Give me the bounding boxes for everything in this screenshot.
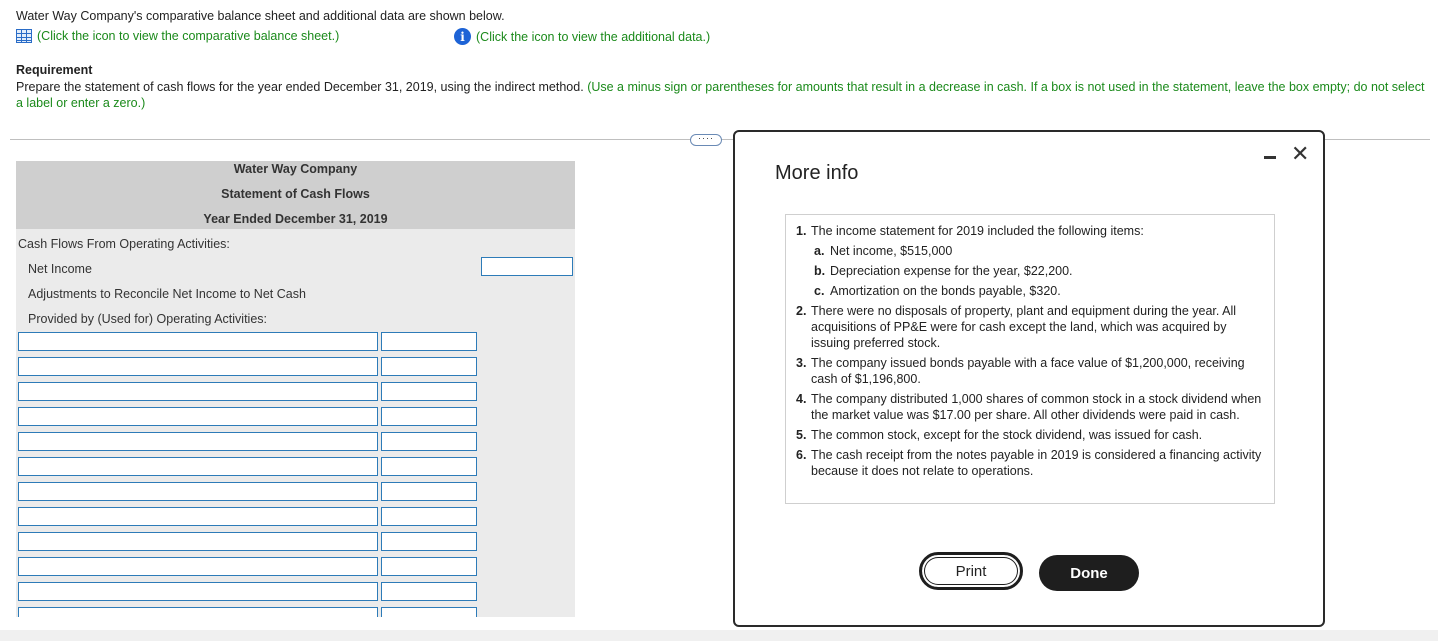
adjustments-label-line1: Adjustments to Reconcile Net Income to Net Cash [28,287,306,301]
adjustment-amount-input[interactable] [381,382,477,401]
table-icon[interactable] [16,29,32,43]
sub-item: a. Net income, $515,000 [814,244,953,258]
adjustment-label-input[interactable] [18,432,378,451]
adjustment-label-input[interactable] [18,332,378,351]
adjustments-label-line2: Provided by (Used for) Operating Activities: [28,312,267,326]
balance-sheet-link[interactable] [16,29,339,43]
adjustment-label-input[interactable] [18,532,378,551]
info-icon[interactable]: i [454,28,471,45]
done-button[interactable]: Done [1039,555,1139,591]
adjustment-amount-input[interactable] [381,432,477,451]
print-button[interactable]: Print [919,552,1023,590]
balance-sheet-link-text[interactable]: (Click the icon to view the comparative balance sheet.) [37,29,340,43]
operating-activities-heading: Cash Flows From Operating Activities: [18,237,230,251]
adjustment-label-input[interactable] [18,582,378,601]
additional-data-link-text[interactable]: (Click the icon to view the additional data.) [476,29,711,44]
adjustment-label-input[interactable] [18,457,378,476]
net-income-input[interactable] [481,257,573,276]
adjustment-label-input[interactable] [18,382,378,401]
adjustment-amount-input[interactable] [381,507,477,526]
adjustment-amount-input[interactable] [381,457,477,476]
list-item: 4. The company distributed 1,000 shares of common stock in a stock dividend when the market value was $17.00 per share. All other dividends were paid in cash. [796,392,1262,422]
sub-item: b. Depreciation expense for the year, $22,200. [814,264,1073,278]
adjustment-label-input[interactable] [18,482,378,501]
adjustment-label-input[interactable] [18,557,378,576]
adjustment-amount-input[interactable] [381,482,477,501]
adjustment-amount-input[interactable] [381,357,477,376]
net-income-label: Net Income [28,262,92,276]
adjustment-amount-input[interactable] [381,607,477,617]
adjustment-label-input[interactable] [18,607,378,617]
more-info-dialog [733,130,1325,627]
company-name: Water Way Company [233,162,358,176]
list-item: 3. The company issued bonds payable with a face value of $1,200,000, receiving cash of $1,196,800. [796,356,1245,386]
requirement-text [16,79,1426,111]
sub-item: c. Amortization on the bonds payable, $320. [814,284,1061,298]
adjustment-amount-input[interactable] [381,582,477,601]
cash-flow-statement [16,161,575,617]
statement-title: Statement of Cash Flows [221,187,370,201]
adjustment-amount-input[interactable] [381,407,477,426]
adjustment-amount-input[interactable] [381,557,477,576]
adjustment-label-input[interactable] [18,357,378,376]
links-row [16,29,776,45]
intro-text: Water Way Company's comparative balance sheet and additional data are shown below. [16,9,505,23]
minimize-icon[interactable] [1263,148,1277,162]
statement-period: Year Ended December 31, 2019 [203,212,388,226]
expand-ellipsis-button[interactable]: ···· [690,134,722,146]
close-icon[interactable]: ✕ [1291,141,1310,166]
bottom-bar [0,630,1438,641]
requirement-instruction: Prepare the statement of cash flows for the year ended December 31, 2019, using the indirect method. [16,80,584,94]
adjustment-amount-input[interactable] [381,332,477,351]
requirement-title: Requirement [16,63,93,77]
list-item: 2. There were no disposals of property, plant and equipment during the year. All acquisitions of PP&E were for cash except the land, which was acquired by issuing preferred stock. [796,304,1237,350]
additional-data-list [785,214,1275,504]
adjustment-label-input[interactable] [18,407,378,426]
list-item: 5. The common stock, except for the stock dividend, was issued for cash. [796,428,1203,442]
list-item: 1. The income statement for 2019 included the following items: [796,224,1144,238]
additional-data-link[interactable] [454,28,710,45]
adjustment-label-input[interactable] [18,507,378,526]
requirement-hint: (Use a minus sign or parentheses for amounts that result in a decrease in cash. If a box is not used in the statement, leave the box empty; do not select a label or enter a zero.) [16,80,1425,110]
dialog-title: More info [775,162,859,184]
statement-header [16,161,575,229]
adjustment-amount-input[interactable] [381,532,477,551]
list-item: 6. The cash receipt from the notes payable in 2019 is considered a financing activity because it does not relate to operations. [796,448,1262,478]
